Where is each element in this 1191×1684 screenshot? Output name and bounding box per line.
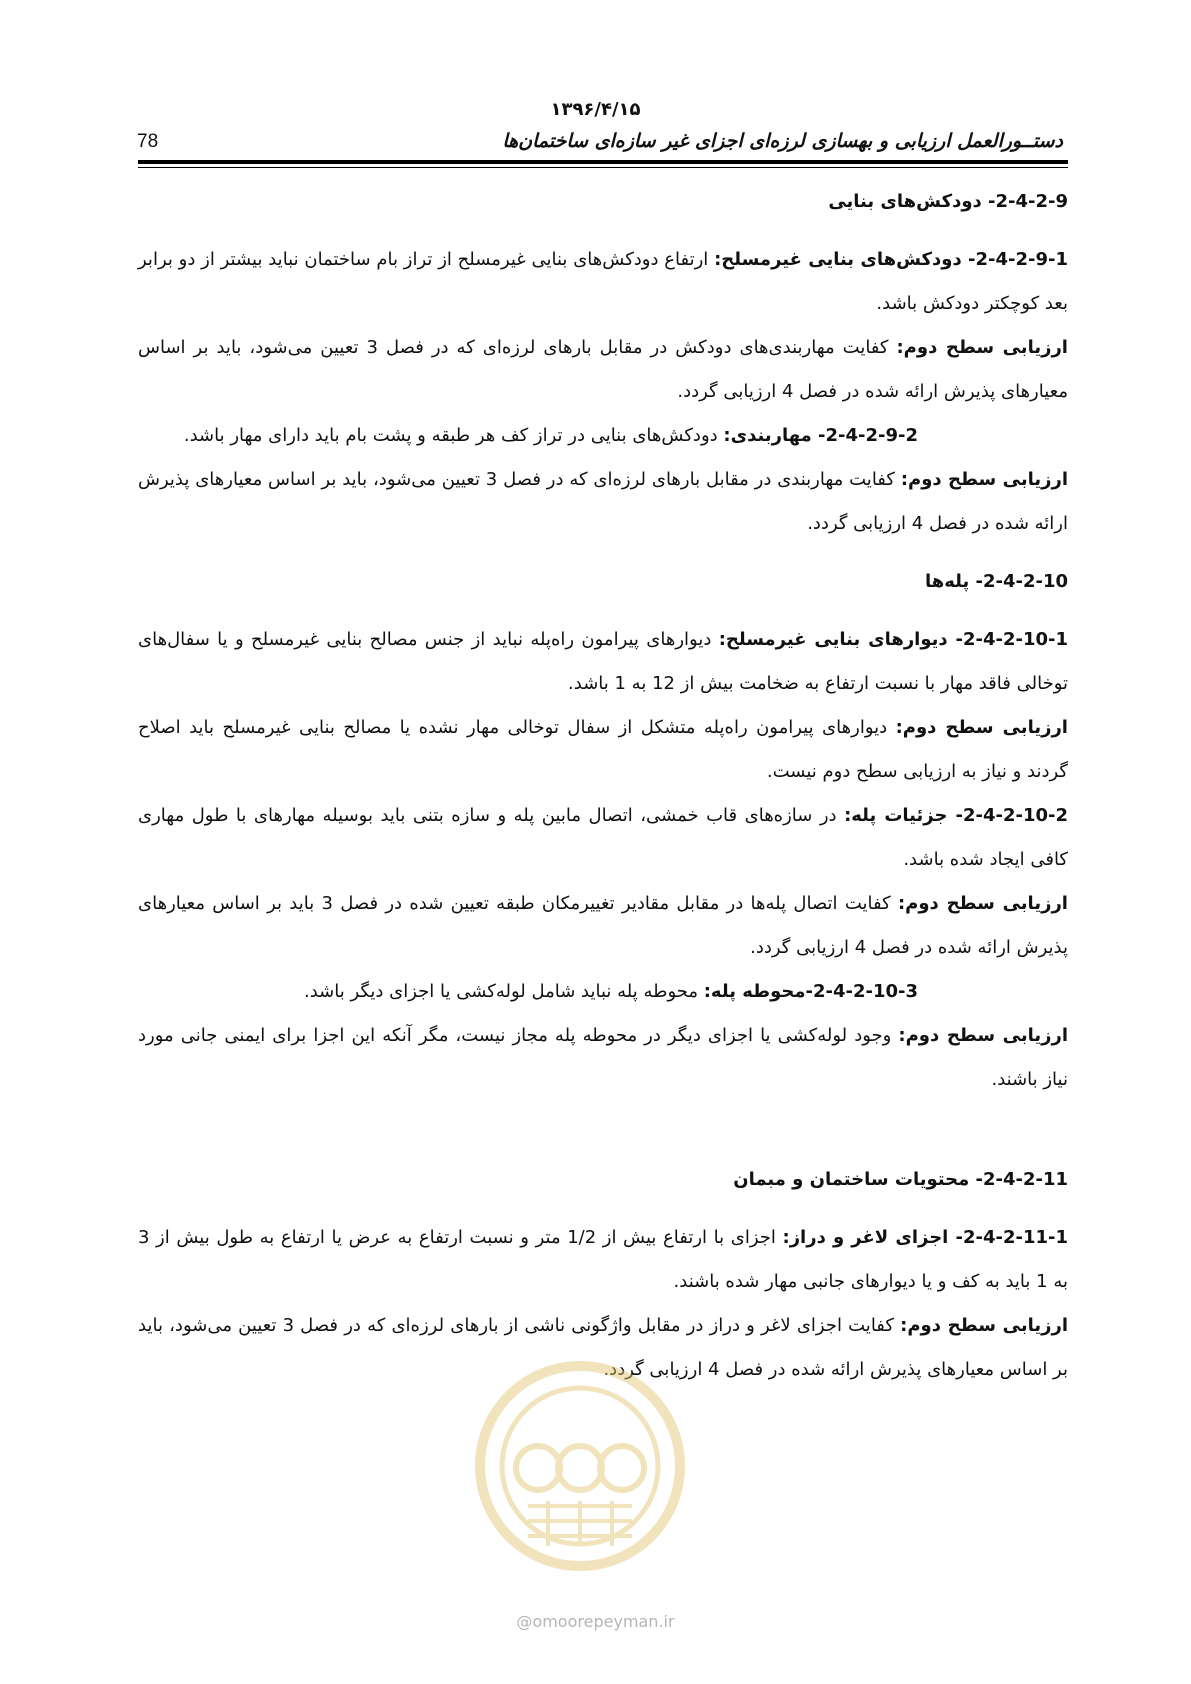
header-rule-thin [138,167,1068,168]
running-title: دستــورالعمل ارزیابی و بهسازی لرزه‌ای اجزای غیر سازه‌ای ساختمان‌ها [502,130,1063,152]
clause-text: کفایت مهاربندی‌های دودکش در مقابل بارهای لرزه‌ای که در فصل 3 تعیین می‌شود، باید بر اساس معیارهای پذیرش ارائه شده در فصل 4 ارزیابی گردد. [138,337,1068,402]
clause-label: ارزیابی سطح دوم: [900,1315,1068,1336]
paragraph-level2-eval [138,1014,1068,1102]
clause-label: ارزیابی سطح دوم: [895,717,1068,738]
paragraph-stair-details [138,794,1068,882]
clause-label: ارزیابی سطح دوم: [900,469,1069,490]
clause-label: ارزیابی سطح دوم: [897,893,1068,914]
section-heading-chimneys: 2-4-2-9- دودکش‌های بنایی [828,191,1068,212]
clause-text: کفایت اجزای لاغر و دراز در مقابل واژگونی ناشی از بارهای لرزه‌ای که در فصل 3 تعیین می‌شود، باید بر اساس معیارهای پذیرش ارائه شده در فصل 4 ارزیابی گردد. [138,1315,1068,1380]
clause-label: 2-4-2-9-2- مهاربندی: [723,425,918,446]
clause-text: اجزای با ارتفاع بیش از 1/2 متر و نسبت ارتفاع به عرض یا ارتفاع به طول بیش از 3 به 1 باید به کف و یا دیوارهای جانبی مهار شده باشند. [138,1227,1068,1292]
paragraph-stair-enclosure [138,970,1068,1014]
paragraph-bracing [138,414,1068,458]
clause-label: 2-4-2-10-1- دیوارهای بنایی غیرمسلح: [718,629,1069,650]
page-number: 78 [137,131,159,152]
clause-text: در سازه‌های قاب خمشی، اتصال مابین پله و سازه بتنی باید بوسیله مهارهای با طول مهاری کافی ایجاد شده باشد. [138,805,1068,870]
section-heading-contents: 2-4-2-11- محتویات ساختمان و مبمان [733,1169,1068,1190]
clause-text: وجود لوله‌کشی یا اجزای دیگر در محوطه پله مجاز نیست، مگر آنکه این اجزا برای ایمنی جانی مورد نیاز باشند. [138,1025,1068,1090]
clause-text: کفایت مهاربندی در مقابل بارهای لرزه‌ای که در فصل 3 تعیین می‌شود، باید بر اساس معیارهای پذیرش ارائه شده در فصل 4 ارزیابی گردد. [138,469,1068,534]
clause-label: 2-4-2-10-2- جزئیات پله: [844,805,1068,826]
clause-text: دیوارهای پیرامون راه‌پله متشکل از سفال توخالی مهار نشده یا مصالح بنایی غیرمسلح باید اصلاح گردند و نیاز به ارزیابی سطح دوم نیست. [138,717,1068,782]
paragraph-level2-eval [138,326,1068,414]
watermark-url: @omoorepeyman.ir [516,1612,675,1631]
clause-label: 2-4-2-10-3-محوطه پله: [703,981,918,1002]
paragraph-level2-eval [138,706,1068,794]
clause-label: 2-4-2-9-1- دودکش‌های بنایی غیرمسلح: [714,249,1068,270]
paragraph-tall-narrow [138,1216,1068,1304]
clause-text: محوطه پله نباید شامل لوله‌کشی یا اجزای دیگر باشد. [304,981,704,1002]
clause-label: ارزیابی سطح دوم: [898,1025,1068,1046]
page-body [138,180,1068,1392]
clause-text: ارتفاع دودکش‌های بنایی غیرمسلح از تراز بام ساختمان نباید بیشتر از دو برابر بعد کوچکتر دودکش باشد. [138,249,1068,314]
header-date: ۱۳۹۶/۴/۱۵ [550,99,641,120]
clause-text: کفایت اتصال پله‌ها در مقابل مقادیر تغییرمکان طبقه تعیین شده در فصل 3 باید بر اساس معیارهای پذیرش ارائه شده در فصل 4 ارزیابی گردد. [138,893,1068,958]
clause-label: ارزیابی سطح دوم: [896,337,1068,358]
clause-label: 2-4-2-11-1- اجزای لاغر و دراز: [782,1227,1068,1248]
clause-text: دیوارهای پیرامون راه‌پله نباید از جنس مصالح بنایی غیرمسلح و یا سفال‌های توخالی فاقد مهار با نسبت ارتفاع به ضخامت بیش از 12 به 1 باشد. [138,629,1068,694]
header-rule-thick [138,160,1068,164]
clause-text: دودکش‌های بنایی در تراز کف هر طبقه و پشت بام باید دارای مهار باشد. [183,425,724,446]
paragraph-level2-eval [138,882,1068,970]
section-heading-stairs: 2-4-2-10- پله‌ها [924,571,1068,592]
paragraph-level2-eval [138,458,1068,546]
paragraph-unreinforced-walls [138,618,1068,706]
paragraph-unreinforced-chimneys [138,238,1068,326]
paragraph-level2-eval [138,1304,1068,1392]
